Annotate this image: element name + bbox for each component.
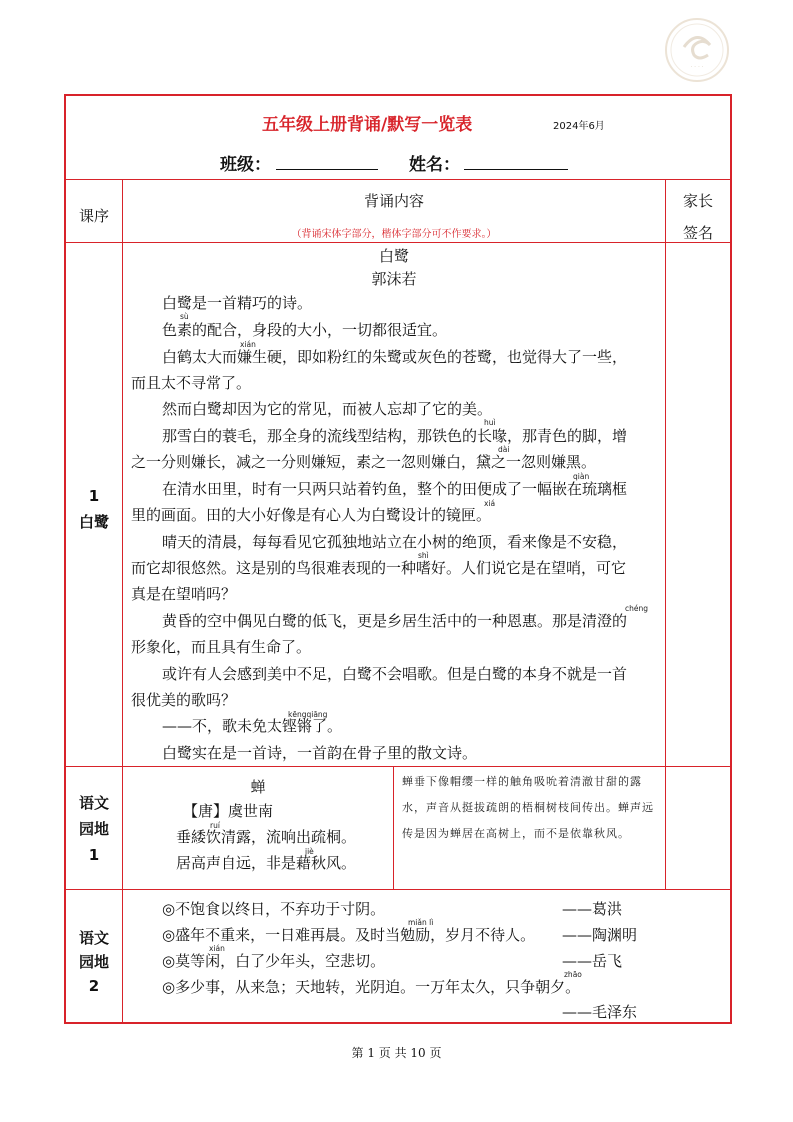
text-line: 而它却很悠然。这是别的鸟很难表现的一种嗜好。人们说它是在望哨，可它 (131, 559, 627, 577)
quote-2-author: ——陶渊明 (562, 926, 638, 944)
row3-label-line2: 园地 (78, 953, 109, 971)
text-line: 真是在望哨吗？ (131, 585, 237, 603)
text-line: 白鹭是一首精巧的诗。 (162, 294, 313, 312)
row2-dynasty-author: 【唐】虞世南 (183, 802, 274, 820)
quote-4: ◎多少事，从来急；天地转，光阴迫。一万年太久，只争朝夕。 (162, 978, 581, 996)
pinyin: dài (498, 445, 510, 454)
name-label: 姓名： (409, 155, 460, 175)
pinyin: qiàn (573, 472, 590, 481)
row1-lesson-name: 白鹭 (78, 513, 109, 531)
content-header: 背诵内容 (363, 192, 424, 210)
row2-explanation: 蝉垂下像帽缨一样的触角吸吮着清澈甘甜的露水，声音从挺拔疏朗的梧桐树枝间传出。蝉声远传是因为蝉居在高树上，而不是依靠秋风。 (402, 775, 654, 840)
text-line: 而且太不寻常了。 (131, 374, 252, 392)
quote-2: ◎盛年不重来，一日难再晨。及时当勉励，岁月不待人。 (162, 926, 536, 944)
name-field[interactable] (464, 169, 568, 170)
content-note: （背诵宋体字部分，楷体字部分可不作要求。） (291, 229, 497, 240)
row2-label-line1: 语文 (78, 794, 109, 812)
text-line: 或许有人会感到美中不足，白鹭不会唱歌。但是白鹭的本身不就是一首 (162, 665, 628, 683)
text-line: 色素的配合，身段的大小，一切都很适宜。 (162, 321, 448, 339)
page-number: 第 1 页 共 10 页 (351, 1046, 442, 1060)
quote-3-author: ——岳飞 (562, 952, 623, 970)
class-field[interactable] (276, 169, 378, 170)
text-line: 黄昏的空中偶见白鹭的低飞，更是乡居生活中的一种恩惠。那是清澄的 (162, 612, 628, 630)
sign-header-line2: 签名 (682, 224, 713, 242)
text-line: 那雪白的蓑毛，那全身的流线型结构，那铁色的长喙，那青色的脚，增 (162, 427, 628, 445)
row2-line2: 居高声自远，非是藉秋风。 (176, 854, 357, 872)
text-line: 晴天的清晨，每每看见它孤独地站立在小树的绝顶，看来像是不安稳， (162, 533, 628, 551)
row1-sign-cell[interactable] (666, 243, 730, 765)
row2-label (66, 790, 122, 868)
text-line: 白鹭实在是一首诗，一首韵在骨子里的散文诗。 (162, 744, 478, 762)
svg-text:· · · ·: · · · · (690, 64, 704, 71)
quote-3: ◎莫等闲，白了少年头，空悲切。 (162, 952, 386, 970)
row1-poem-title: 白鹭 (378, 247, 409, 265)
quote-4-author: ——毛泽东 (562, 1003, 638, 1021)
text-line: 在清水田里，时有一只两只站着钓鱼，整个的田便成了一幅嵌在琉璃框 (162, 480, 628, 498)
row1-author: 郭沫若 (371, 270, 417, 288)
pinyin: kēngqiāng (288, 710, 328, 719)
pinyin: huì (484, 418, 496, 427)
date-label: 2024年6月 (553, 121, 605, 132)
text-line: 之一分则嫌长，减之一分则嫌短，素之一忽则嫌白，黛之一忽则嫌黑。 (131, 453, 597, 471)
row2-label-line2: 园地 (78, 820, 109, 838)
page-title: 五年级上册背诵/默写一览表 (262, 115, 473, 135)
pinyin: miǎn lì (408, 918, 434, 927)
pinyin: zhāo (564, 970, 582, 979)
text-line: 然而白鹭却因为它的常见，而被人忘却了它的美。 (162, 400, 493, 418)
pinyin: chéng (625, 604, 649, 613)
text-line: 形象化，而且具有生命了。 (131, 638, 312, 656)
text-line: ——不，歌未免太铿锵了。 (162, 717, 343, 735)
pinyin: xián (209, 944, 225, 953)
seal-logo-icon (664, 17, 730, 83)
quote-1: ◎不饱食以终日，不弃功于寸阴。 (162, 900, 386, 918)
row2-poem-title: 蝉 (250, 778, 266, 796)
text-line: 里的画面。田的大小好像是有心人为白鹭设计的镜匣。 (131, 506, 492, 524)
row3-label (66, 926, 122, 998)
row1-number: 1 (88, 487, 100, 505)
pinyin: xián (240, 340, 256, 349)
lesson-header: 课序 (78, 207, 109, 225)
pinyin: ruí (210, 821, 220, 830)
text-line: 白鹤太大而嫌生硬，即如粉红的朱鹭或灰色的苍鹭，也觉得大了一些， (162, 348, 628, 366)
pinyin: xiá (484, 499, 496, 508)
row3-label-line3: 2 (88, 977, 100, 995)
row2-label-line3: 1 (88, 846, 100, 864)
pinyin: jiè (305, 847, 314, 856)
pinyin: shì (418, 551, 429, 560)
pinyin: sù (180, 312, 189, 321)
text-line: 很优美的歌吗？ (131, 691, 237, 709)
row3-label-line1: 语文 (78, 929, 109, 947)
sign-header-line1: 家长 (682, 192, 713, 210)
row2-line1: 垂緌饮清露，流响出疏桐。 (176, 828, 357, 846)
class-label: 班级： (220, 155, 271, 175)
quote-1-author: ——葛洪 (562, 900, 623, 918)
row1-label (66, 483, 122, 535)
